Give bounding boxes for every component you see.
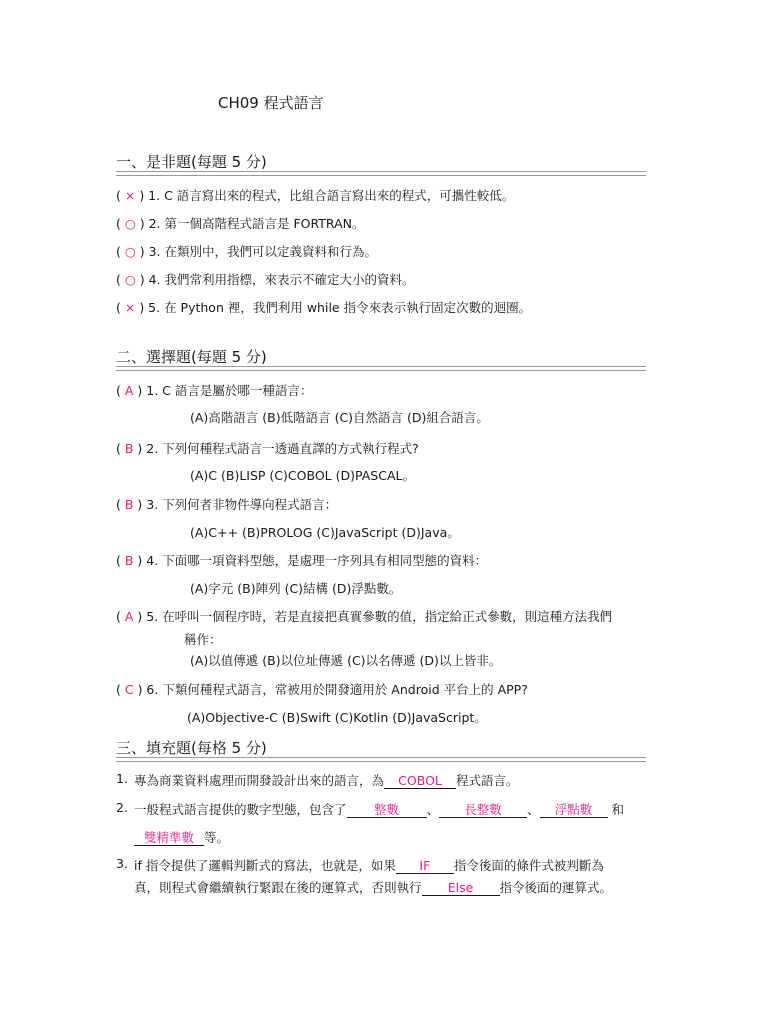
fill-q1-pre: 專為商業資料處理而開發設計出來的語言，為 xyxy=(134,773,385,788)
tf-answer-4: ○ xyxy=(124,272,136,287)
mc-options-2: (A)C (B)LISP (C)COBOL (D)PASCAL。 xyxy=(190,468,415,483)
mc-divider xyxy=(116,366,646,371)
fill-q2-blank-1: 整數 xyxy=(347,802,427,818)
tf-text-5: 5. 在 Python 裡，我們利用 while 指令來表示執行固定次數的迴圈。 xyxy=(148,300,532,315)
mc-text-1: 1. C 語言是屬於哪一種語言： xyxy=(146,383,313,398)
tf-text-3: 3. 在類別中，我們可以定義資料和行為。 xyxy=(148,244,378,259)
fill-q1-post: 程式語言。 xyxy=(456,773,519,788)
mc-question-1: ( A ) 1. C 語言是屬於哪一種語言： xyxy=(116,383,313,398)
tf-question-4: ( ○ ) 4. 我們常利用指標，來表示不確定大小的資料。 xyxy=(116,272,415,287)
fill-heading: 三、填充題(每格 5 分) xyxy=(116,739,267,757)
tf-answer-1: × xyxy=(124,188,136,203)
tf-answer-2: ○ xyxy=(124,216,136,231)
fill-number-3: 3. xyxy=(116,856,128,871)
mc-question-2: ( B ) 2. 下列何種程式語言一透過直譯的方式執行程式? xyxy=(116,441,419,456)
mc-answer-3: B xyxy=(124,497,134,512)
mc-text-3: 3. 下列何者非物件導向程式語言： xyxy=(146,497,338,512)
fill-q2-pre: 一般程式語言提供的數字型態，包含了 xyxy=(134,802,347,817)
fill-q2-blank-3: 浮點數 xyxy=(540,802,608,818)
mc-answer-4: B xyxy=(124,553,134,568)
fill-q3-line2-pre: 真，則程式會繼續執行緊跟在後的運算式，否則執行 xyxy=(134,880,422,895)
tf-question-3: ( ○ ) 3. 在類別中，我們可以定義資料和行為。 xyxy=(116,244,378,259)
mc-options-6: (A)Objective-C (B)Swift (C)Kotlin (D)JavaScript。 xyxy=(187,710,487,725)
tf-question-2: ( ○ ) 2. 第一個高階程式語言是 FORTRAN。 xyxy=(116,216,365,231)
fill-q3-post: 指令後面的運算式。 xyxy=(499,880,613,895)
mc-text-5: 5. 在呼叫一個程序時，若是直接把真實參數的值，指定給正式參數，則這種方法我們 xyxy=(146,609,613,624)
fill-q3-blank-2: Else xyxy=(422,880,500,896)
tf-text-4: 4. 我們常利用指標，來表示不確定大小的資料。 xyxy=(148,272,415,287)
mc-answer-6: C xyxy=(124,682,134,697)
fill-divider xyxy=(116,757,646,762)
fill-q2-blank-4: 雙精準數 xyxy=(134,830,204,846)
tf-divider xyxy=(116,171,646,176)
tf-answer-5: × xyxy=(124,300,136,315)
tf-text-1: 1. C 語言寫出來的程式，比組合語言寫出來的程式，可攜性較低。 xyxy=(148,188,515,203)
page-title: CH09 程式語言 xyxy=(218,94,324,112)
fill-number-2: 2. xyxy=(116,800,128,815)
fill-q2-post: 和 xyxy=(611,802,625,817)
fill-question-3 xyxy=(134,856,604,874)
tf-answer-3: ○ xyxy=(124,244,136,259)
fill-question-1 xyxy=(134,771,519,789)
fill-q1-blank: COBOL xyxy=(384,773,456,789)
tf-question-5: ( × ) 5. 在 Python 裡，我們利用 while 指令來表示執行固定次數的迴圈。 xyxy=(116,300,532,315)
fill-question-2 xyxy=(134,800,624,818)
mc-question-6: ( C ) 6. 下類何種程式語言，常被用於開發適用於 Android 平台上的 APP? xyxy=(116,682,528,697)
mc-text-6: 6. 下類何種程式語言，常被用於開發適用於 Android 平台上的 APP? xyxy=(146,682,528,697)
mc-options-5: (A)以值傳遞 (B)以位址傳遞 (C)以名傳遞 (D)以上皆非。 xyxy=(190,653,502,668)
fill-q2-sep-1: 、 xyxy=(426,802,440,817)
fill-number-1: 1. xyxy=(116,771,128,786)
mc-options-4: (A)字元 (B)陣列 (C)結構 (D)浮點數。 xyxy=(190,581,402,596)
mc-answer-5: A xyxy=(124,609,134,624)
tf-heading: 一、是非題(每題 5 分) xyxy=(116,153,267,171)
mc-question-3: ( B ) 3. 下列何者非物件導向程式語言： xyxy=(116,497,338,512)
fill-q3-blank-1: IF xyxy=(396,858,454,874)
mc-text-4: 4. 下面哪一項資料型態，是處理一序列具有相同型態的資料： xyxy=(146,553,488,568)
fill-q2-post2: 等。 xyxy=(204,830,230,845)
mc-answer-1: A xyxy=(124,383,134,398)
tf-question-1: ( × ) 1. C 語言寫出來的程式，比組合語言寫出來的程式，可攜性較低。 xyxy=(116,188,515,203)
fill-question-3-line2 xyxy=(134,878,612,896)
mc-options-3: (A)C++ (B)PROLOG (C)JavaScript (D)Java。 xyxy=(190,525,460,540)
fill-q3-pre: if 指令提供了邏輯判斷式的寫法，也就是，如果 xyxy=(134,858,396,873)
mc-heading: 二、選擇題(每題 5 分) xyxy=(116,348,267,366)
tf-text-2: 2. 第一個高階程式語言是 FORTRAN。 xyxy=(148,216,365,231)
mc-question-4: ( B ) 4. 下面哪一項資料型態，是處理一序列具有相同型態的資料： xyxy=(116,553,488,568)
mc-answer-2: B xyxy=(124,441,134,456)
fill-q3-mid: 指令後面的條件式被判斷為 xyxy=(453,858,604,873)
mc-options-1: (A)高階語言 (B)低階語言 (C)自然語言 (D)組合語言。 xyxy=(190,410,489,425)
fill-q2-blank-2: 長整數 xyxy=(439,802,527,818)
mc-text-5-continued: 稱作： xyxy=(184,632,222,647)
fill-q2-sep-2: 、 xyxy=(527,802,540,817)
mc-question-5: ( A ) 5. 在呼叫一個程序時，若是直接把真實參數的值，指定給正式參數，則這種方法我們 xyxy=(116,609,613,624)
mc-text-2: 2. 下列何種程式語言一透過直譯的方式執行程式? xyxy=(146,441,419,456)
fill-question-2-line2 xyxy=(134,828,229,846)
